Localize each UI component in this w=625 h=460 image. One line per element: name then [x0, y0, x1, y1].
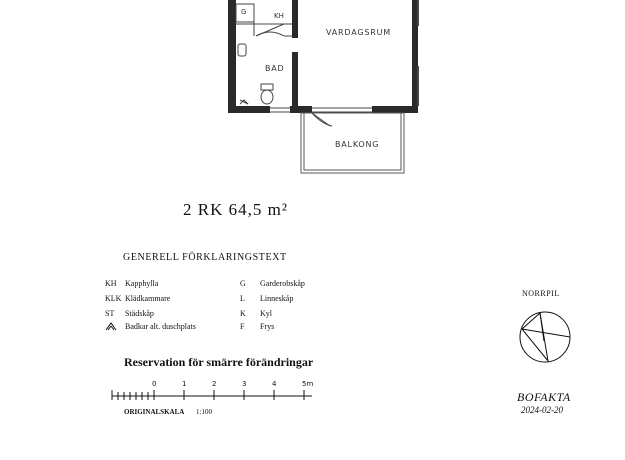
- legend-text: Frys: [260, 322, 275, 331]
- legend-text: Kapphylla: [125, 279, 159, 288]
- legend-code: L: [240, 294, 245, 303]
- south-wall-living: [372, 106, 418, 113]
- reservation-note: Reservation för smärre förändringar: [124, 355, 314, 369]
- room-label-balcony: BALKONG: [335, 140, 380, 149]
- legend-text: Garderobskåp: [260, 279, 305, 288]
- bath-door-arc: [256, 32, 284, 36]
- legend-code: F: [240, 322, 245, 331]
- north-label: NORRPIL: [522, 289, 560, 298]
- room-label-bath: BAD: [265, 64, 285, 73]
- scale-tick-label: 4: [272, 380, 277, 388]
- south-wall-bath: [228, 106, 270, 113]
- scale-tick-label: 0: [152, 380, 157, 388]
- legend-title: GENERELL FÖRKLARINGSTEXT: [123, 252, 287, 263]
- wardrobe-code: G: [241, 8, 247, 16]
- scale-tick-label: 1: [182, 380, 187, 388]
- legend-code: KLK: [105, 294, 122, 303]
- bath-living-wall-bottom: [292, 52, 298, 112]
- legend-text: Klädkammare: [125, 294, 171, 303]
- south-wall-mid: [290, 106, 312, 113]
- legend-code: G: [240, 279, 246, 288]
- brand-date: 2024-02-20: [521, 405, 563, 415]
- scale-label: ORIGINALSKALA: [124, 408, 185, 416]
- bath-living-wall-top: [292, 0, 298, 38]
- legend-text: Linneskåp: [260, 294, 294, 303]
- legend-text: Badkar alt. duschplats: [125, 322, 196, 331]
- north-arrow-icon: [514, 311, 576, 363]
- west-wall: [228, 0, 236, 112]
- walls: [228, 0, 418, 113]
- legend-code: KH: [105, 279, 117, 288]
- toilet-tank: [261, 84, 273, 90]
- scale-ratio: 1:100: [196, 408, 212, 416]
- legend-code: ST: [105, 309, 115, 318]
- scale-tick-label: 5m: [302, 380, 314, 388]
- shower-symbol-icon: [105, 321, 117, 331]
- brand-name: BOFAKTA: [517, 390, 571, 404]
- legend-text: Kyl: [260, 309, 272, 318]
- legend-code: K: [240, 309, 246, 318]
- legend-text: Städskåp: [125, 309, 154, 318]
- scale-tick-label: 2: [212, 380, 217, 388]
- toilet-bowl: [261, 90, 273, 104]
- scale-tick-label: 3: [242, 380, 247, 388]
- room-label-living: VARDAGSRUM: [326, 28, 391, 37]
- hatshelf-code: KH: [274, 12, 284, 20]
- apartment-summary: 2 RK 64,5 m²: [183, 200, 288, 219]
- sink: [238, 44, 246, 56]
